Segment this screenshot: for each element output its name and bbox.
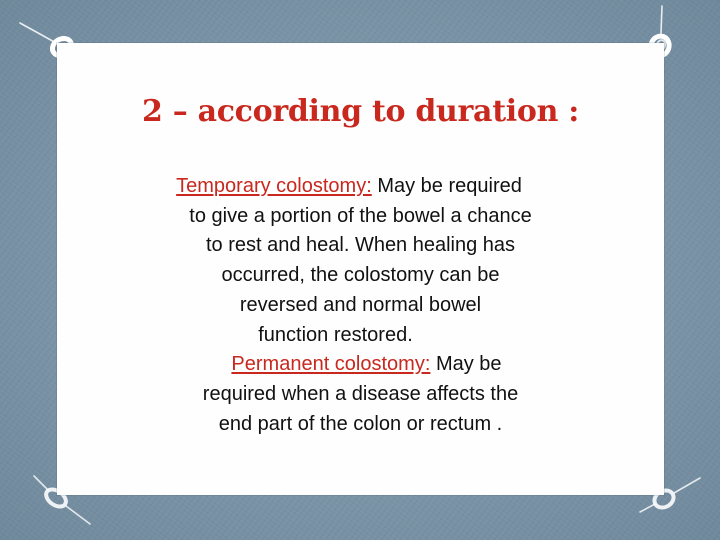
body-line-text: May be — [430, 353, 502, 376]
slide-title: 2 – according to duration : — [142, 94, 579, 129]
term-temporary-colostomy: Temporary colostomy: — [176, 175, 372, 197]
body-line: reversed and normal bowel — [239, 293, 482, 316]
body-line: end part of the colon or rectum . — [218, 412, 503, 435]
body-line: required when a disease affects the — [202, 382, 519, 405]
term-permanent-colostomy: Permanent colostomy: — [231, 353, 431, 376]
body-line-text: May be required — [371, 175, 522, 197]
body-line — [57, 350, 664, 380]
body-line: to give a portion of the bowel a chance — [189, 204, 532, 227]
body-line: function restored. — [258, 323, 413, 346]
slide-body — [57, 172, 664, 439]
body-line: occurred, the colostomy can be — [221, 264, 500, 287]
body-line: to rest and heal. When healing has — [205, 234, 516, 257]
body-line — [57, 172, 664, 202]
